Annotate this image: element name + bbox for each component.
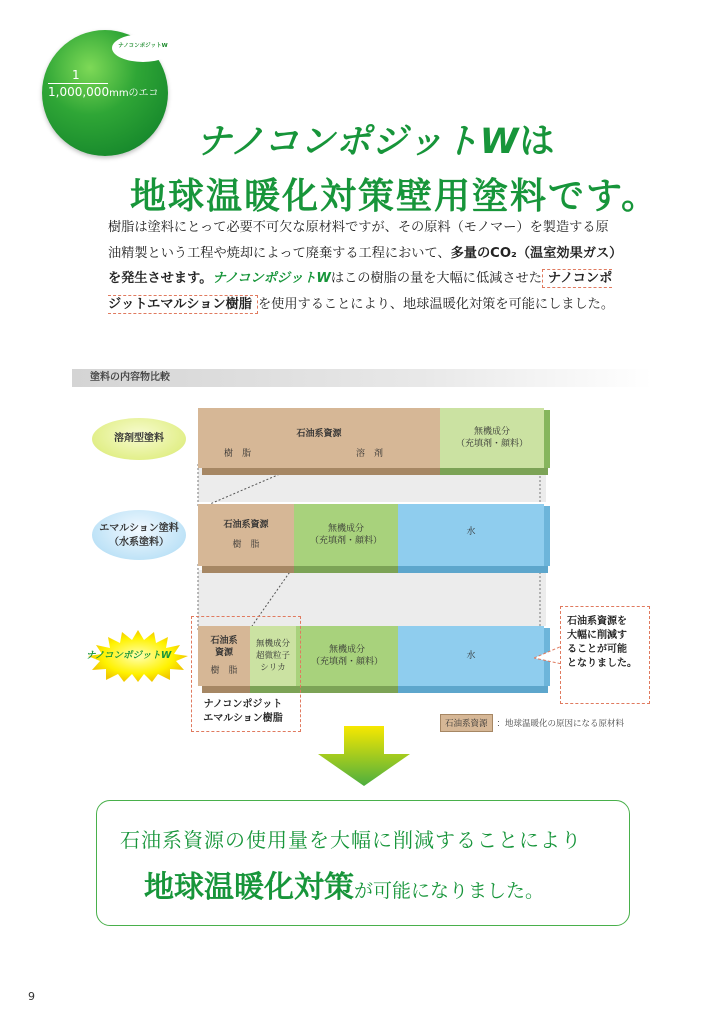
highlight-resin: ナノコンポジットエマルション樹脂 [108,271,613,312]
page-number: 9 [28,990,35,1003]
segment-water-row3: 水 [398,626,544,686]
label-emulsion-paint: エマルション塗料 （水系塗料） [92,510,186,560]
page-title-line1: ナノコンポジットWは [196,122,556,162]
legend: 石油系資源 ：地球温暖化の原因になる原材料 [440,714,624,732]
intro-paragraph: 樹脂は塗料にとって必要不可欠な原材料ですが、その原料（モノマー）を製造する原油精製という工程や焼却によって廃棄する工程において、多量のCO₂（温室効果ガス）を発生させます。ナノコンポジットWはこの樹脂の量を大幅に低減させた ナノコンポジットエマルション樹脂 を使用することにより、地球温暖化対策を可能にしました。 [108,220,616,312]
segment-inorganic-row2: 無機成分 （充填剤・顔料） [294,504,398,566]
segment-water-row2: 水 [398,504,544,566]
segment-inorganic-row1: 無機成分 （充填剤・顔料） [440,408,544,468]
fraction-unit: mmのエコ [109,88,159,99]
result-line1: 石油系資源の使用量を大幅に削減することにより [120,828,582,852]
label-nanocomposite: ナノコンポジットW [86,630,190,682]
logo-fraction [48,68,159,101]
section-header: 塗料の内容物比較 [72,369,652,387]
segment-resource-row3: 石油系 資源 樹 脂 [198,626,250,686]
down-arrow-icon [316,726,412,788]
logo-badge: ナノコンポジットW [112,34,174,62]
reduction-note: 石油系資源を 大幅に削減す ることが可能 となりました。 [560,606,650,704]
result-line2: 地球温暖化対策が可能になりました。 [144,870,545,905]
segment-nano-silica: 無機成分 超微粒子 シリカ [250,626,296,686]
page-title-line2: 地球温暖化対策壁用塗料です。 [130,176,660,217]
segment-resource-row1: 石油系資源 樹 脂 溶 剤 [198,408,440,468]
nano-resin-caption: ナノコンポジット エマルション樹脂 [203,699,283,724]
segment-inorganic-row3: 無機成分 （充填剤・顔料） [296,626,398,686]
segment-resource-row2: 石油系資源 樹 脂 [198,504,294,566]
fraction-bottom: 1,000,000 [48,85,110,99]
label-solvent-paint: 溶剤型塗料 [92,418,186,460]
legend-chip: 石油系資源 [440,714,493,732]
fraction-top: 1 [72,68,80,82]
